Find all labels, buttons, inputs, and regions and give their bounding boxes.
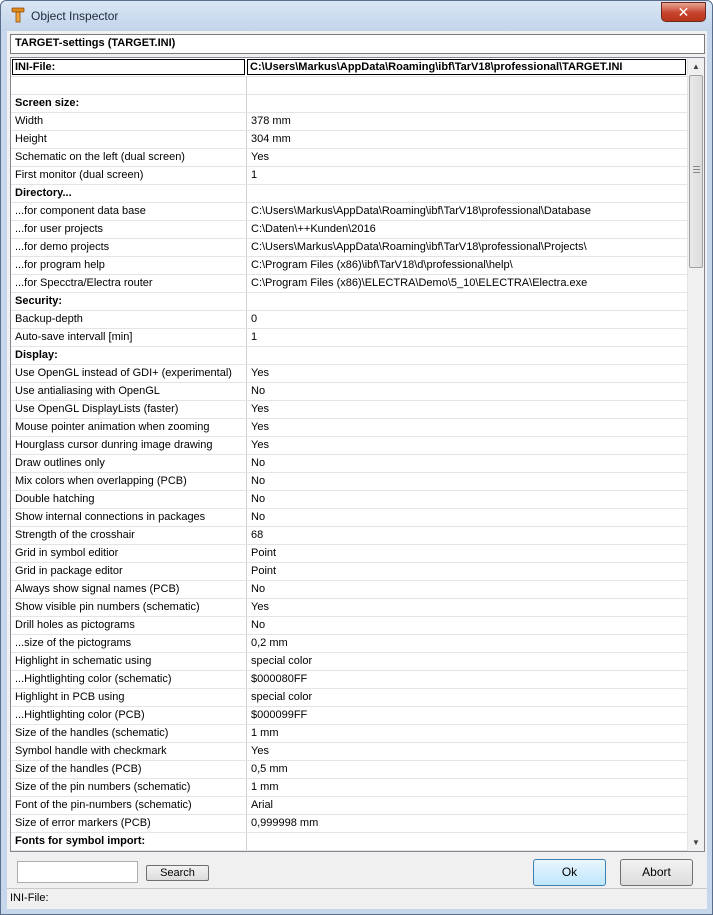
property-row[interactable] <box>11 797 687 815</box>
category-row[interactable] <box>11 95 687 113</box>
property-row[interactable] <box>11 581 687 599</box>
property-rows <box>11 58 687 851</box>
property-name: Highlight in schematic using <box>11 653 247 670</box>
property-name: ...for user projects <box>11 221 247 238</box>
property-name: Show visible pin numbers (schematic) <box>11 599 247 616</box>
property-name: Mix colors when overlapping (PCB) <box>11 473 247 490</box>
property-value[interactable]: 0,999998 mm <box>251 817 319 829</box>
property-value[interactable]: 304 mm <box>251 133 291 145</box>
property-value[interactable]: No <box>251 511 266 523</box>
property-value[interactable]: Point <box>251 547 277 559</box>
property-row[interactable] <box>11 725 687 743</box>
property-name: Font of the pin-numbers (schematic) <box>11 797 247 814</box>
property-row[interactable] <box>11 509 687 527</box>
property-row[interactable] <box>11 599 687 617</box>
property-name: Always show signal names (PCB) <box>11 581 247 598</box>
property-row[interactable] <box>11 203 687 221</box>
property-name: Symbol handle with checkmark <box>11 743 247 760</box>
property-name: Show internal connections in packages <box>11 509 247 526</box>
property-row[interactable] <box>11 275 687 293</box>
property-name: Grid in symbol editior <box>11 545 247 562</box>
property-row[interactable] <box>11 329 687 347</box>
search-button[interactable]: Search <box>146 865 209 881</box>
property-value[interactable]: No <box>251 493 266 505</box>
property-row[interactable] <box>11 239 687 257</box>
property-value[interactable] <box>247 347 687 364</box>
property-value[interactable]: Yes <box>251 439 269 451</box>
property-row[interactable] <box>11 815 687 833</box>
property-value[interactable]: Yes <box>251 403 269 415</box>
property-value[interactable]: C:\Daten\++Kunden\2016 <box>251 223 376 235</box>
property-name: Use OpenGL instead of GDI+ (experimental) <box>11 365 247 382</box>
app-icon <box>10 7 26 23</box>
property-value[interactable]: 0,2 mm <box>251 637 288 649</box>
property-name: Highlight in PCB using <box>11 689 247 706</box>
title-bar[interactable] <box>1 1 712 31</box>
property-value[interactable]: Yes <box>251 601 269 613</box>
property-row[interactable] <box>11 653 687 671</box>
property-row[interactable] <box>11 437 687 455</box>
property-value[interactable]: $000080FF <box>251 673 308 685</box>
property-value[interactable]: No <box>251 475 266 487</box>
property-row[interactable] <box>11 671 687 689</box>
property-name: ...for program help <box>11 257 247 274</box>
property-row[interactable] <box>11 365 687 383</box>
property-value[interactable]: 1 mm <box>251 781 279 793</box>
vertical-scrollbar[interactable] <box>687 58 704 851</box>
property-value[interactable]: Arial <box>251 799 274 811</box>
property-row[interactable] <box>11 473 687 491</box>
property-name: Drill holes as pictograms <box>11 617 247 634</box>
scroll-down-arrow-icon[interactable]: ▼ <box>692 838 700 847</box>
property-grid[interactable] <box>10 57 705 852</box>
property-row[interactable] <box>11 419 687 437</box>
property-name: Strength of the crosshair <box>11 527 247 544</box>
property-value[interactable]: special color <box>251 691 313 703</box>
property-name: Hourglass cursor dunring image drawing <box>11 437 247 454</box>
property-row[interactable] <box>11 167 687 185</box>
property-value[interactable]: Yes <box>251 367 269 379</box>
category-label: Display: <box>11 347 247 364</box>
property-name: Mouse pointer animation when zooming <box>11 419 247 436</box>
property-value[interactable]: special color <box>251 655 313 667</box>
search-input[interactable] <box>17 861 138 883</box>
property-value[interactable] <box>247 185 687 202</box>
settings-title-field: TARGET-settings (TARGET.INI) <box>10 34 705 54</box>
property-row[interactable] <box>11 455 687 473</box>
property-name: Size of error markers (PCB) <box>11 815 247 832</box>
property-row[interactable] <box>11 131 687 149</box>
property-name: Draw outlines only <box>11 455 247 472</box>
category-label: Directory... <box>11 185 247 202</box>
status-text: INI-File: <box>10 892 49 904</box>
property-value[interactable]: No <box>251 385 266 397</box>
property-value[interactable] <box>247 293 687 310</box>
property-row[interactable] <box>11 527 687 545</box>
property-name: Size of the handles (schematic) <box>11 725 247 742</box>
property-row[interactable] <box>11 113 687 131</box>
status-bar <box>7 888 707 909</box>
property-value[interactable] <box>247 833 687 850</box>
property-value[interactable]: Yes <box>251 151 269 163</box>
property-row[interactable] <box>11 761 687 779</box>
category-row[interactable] <box>11 833 687 851</box>
property-name: Auto-save intervall [min] <box>11 329 247 346</box>
property-value[interactable]: C:\Program Files (x86)\ELECTRA\Demo\5_10\ELECTRA\Electra.exe <box>251 277 588 289</box>
property-value[interactable] <box>247 95 687 112</box>
property-name: ...size of the pictograms <box>11 635 247 652</box>
property-row[interactable] <box>11 563 687 581</box>
property-row[interactable] <box>11 707 687 725</box>
property-value[interactable]: C:\Users\Markus\AppData\Roaming\ibf\TarV18\professional\Database <box>251 205 591 217</box>
property-value[interactable]: 0 <box>251 313 258 325</box>
property-row[interactable] <box>11 401 687 419</box>
property-row[interactable] <box>11 689 687 707</box>
property-name <box>11 77 247 94</box>
property-value[interactable]: Point <box>251 565 277 577</box>
property-value[interactable]: 1 <box>251 169 258 181</box>
property-row[interactable] <box>11 779 687 797</box>
property-value[interactable]: No <box>251 619 266 631</box>
property-name: Width <box>11 113 247 130</box>
property-row[interactable] <box>11 221 687 239</box>
property-name: Backup-depth <box>11 311 247 328</box>
property-row[interactable] <box>11 257 687 275</box>
property-value[interactable] <box>247 77 687 94</box>
category-row[interactable] <box>11 185 687 203</box>
property-row[interactable] <box>11 545 687 563</box>
property-name: ...Hightlighting color (schematic) <box>11 671 247 688</box>
property-name: First monitor (dual screen) <box>11 167 247 184</box>
property-name: Use OpenGL DisplayLists (faster) <box>11 401 247 418</box>
property-value[interactable]: $000099FF <box>251 709 308 721</box>
category-label: Fonts for symbol import: <box>11 833 247 850</box>
close-button[interactable]: ✕ <box>661 2 706 22</box>
property-row[interactable] <box>11 311 687 329</box>
property-value[interactable]: C:\Users\Markus\AppData\Roaming\ibf\TarV18\professional\Projects\ <box>251 241 587 253</box>
property-row[interactable] <box>11 77 687 95</box>
category-row[interactable] <box>11 347 687 365</box>
property-row[interactable] <box>11 149 687 167</box>
property-name: Use antialiasing with OpenGL <box>11 383 247 400</box>
scroll-thumb[interactable] <box>689 75 703 268</box>
property-value[interactable]: 0,5 mm <box>251 763 288 775</box>
abort-button[interactable]: Abort <box>620 859 693 886</box>
property-name: ...Hightlighting color (PCB) <box>11 707 247 724</box>
property-name: Size of the pin numbers (schematic) <box>11 779 247 796</box>
grip-icon <box>693 166 700 173</box>
property-value[interactable]: No <box>251 583 266 595</box>
property-row[interactable] <box>11 491 687 509</box>
property-row[interactable] <box>11 383 687 401</box>
ok-button[interactable]: Ok <box>533 859 606 886</box>
property-name: Grid in package editor <box>11 563 247 580</box>
property-value[interactable]: Yes <box>251 421 269 433</box>
property-name: Size of the handles (PCB) <box>11 761 247 778</box>
property-name: Height <box>11 131 247 148</box>
property-name: Schematic on the left (dual screen) <box>11 149 247 166</box>
property-row[interactable] <box>11 635 687 653</box>
property-value[interactable]: C:\Program Files (x86)\ibf\TarV18\d\professional\help\ <box>251 259 513 271</box>
property-name: Double hatching <box>11 491 247 508</box>
ini-file-row[interactable] <box>11 58 687 77</box>
ini-file-path[interactable]: C:\Users\Markus\AppData\Roaming\ibf\TarV18\professional\TARGET.INI <box>247 59 686 75</box>
property-row[interactable] <box>11 743 687 761</box>
property-value[interactable]: 378 mm <box>251 115 291 127</box>
client-area <box>7 31 707 909</box>
category-label: Screen size: <box>11 95 247 112</box>
property-name: ...for Specctra/Electra router <box>11 275 247 292</box>
property-value[interactable]: 1 <box>251 331 258 343</box>
ini-file-label: INI-File: <box>12 59 245 75</box>
property-name: ...for demo projects <box>11 239 247 256</box>
property-value[interactable]: Yes <box>251 745 269 757</box>
property-name: ...for component data base <box>11 203 247 220</box>
scroll-up-arrow-icon[interactable]: ▲ <box>692 62 700 71</box>
window-title: Object Inspector <box>31 9 119 23</box>
property-value[interactable]: 1 mm <box>251 727 279 739</box>
category-label: Security: <box>11 293 247 310</box>
property-value[interactable]: No <box>251 457 266 469</box>
property-value[interactable]: 68 <box>251 529 264 541</box>
property-row[interactable] <box>11 617 687 635</box>
category-row[interactable] <box>11 293 687 311</box>
